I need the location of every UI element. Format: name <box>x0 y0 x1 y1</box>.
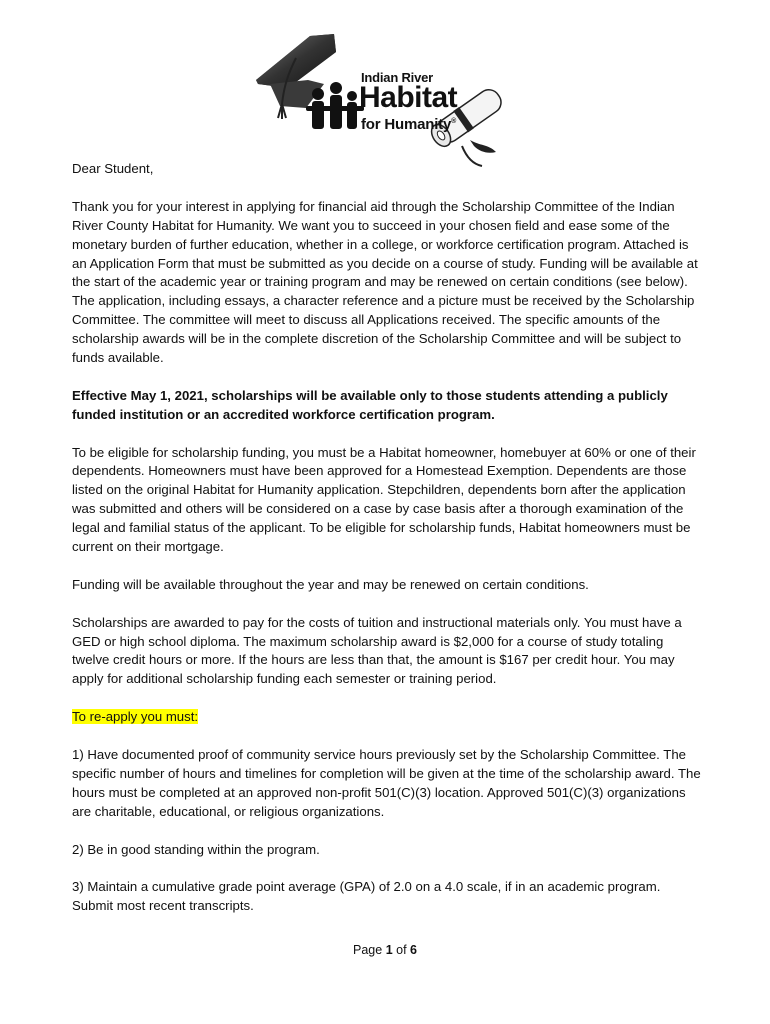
paragraph-effective-date: Effective May 1, 2021, scholarships will be available only to those students attending a publicly funded institution or an accredited workforce certification program. <box>72 387 668 422</box>
salutation: Dear Student, <box>72 161 154 176</box>
of-word: of <box>396 943 407 957</box>
paragraph-intro: Thank you for your interest in applying for financial aid through the Scholarship Committee of the Indian River County Habitat for Humanity. We want you to succeed in your chosen field and ease some of the monetary burden of further education, whether in a college, or workforce certification program. Attached is an Application Form that must be submitted as you decide on a course of study. Funding will be available at the start of the academic year or training program and may be renewed on certain conditions (see below). The application, including essays, a character reference and a picture must be received by the Scholarship Committee. The committee will meet to discuss all Applications received. The specific amounts of the scholarship awards will be in the complete discretion of the Scholarship Committee and will be subject to funds available. <box>72 198 698 366</box>
page-word: Page <box>353 943 383 957</box>
letter-body <box>72 160 702 935</box>
paragraph-award-amounts: Scholarships are awarded to pay for the costs of tuition and instructional materials only. You must have a GED or high school diploma. The maximum scholarship award is $2,000 for a course of study totaling twelve credit hours or more. If the hours are less than that, the amount is $167 per credit hour. You may apply for additional scholarship funding each semester or training period. <box>72 614 682 687</box>
logo-line-habitat: Habitat <box>359 81 458 114</box>
registered-mark: ® <box>451 118 457 125</box>
logo-line-for-humanity <box>361 116 456 133</box>
paragraph-funding: Funding will be available throughout the year and may be renewed on certain conditions. <box>72 576 589 592</box>
page-total: 6 <box>410 943 417 957</box>
habitat-logo <box>248 22 520 180</box>
reapply-heading: To re-apply you must: <box>72 709 199 725</box>
paragraph-eligibility: To be eligible for scholarship funding, you must be a Habitat homeowner, homebuyer at 60% or one of their dependents. Homeowners must have been approved for a Homestead Exemption. Dependents are those listed on the original Habitat for Humanity application. Stepchildren, dependents born after the application was submitted and others will be considered on a case by case basis after a thorough examination of the legal and familial status of the applicant. To be eligible for scholarship funds, Habitat homeowners must be current on their mortgage. <box>72 444 696 555</box>
page-footer <box>0 943 770 957</box>
logo-line-indian-river: Indian River <box>361 70 434 85</box>
logo-for-humanity-text: for Humanity <box>361 116 452 133</box>
requirement-3: 3) Maintain a cumulative grade point average (GPA) of 2.0 on a 4.0 scale, if in an academic program. Submit most recent transcripts. <box>72 879 661 914</box>
page-number: 1 <box>385 943 393 957</box>
reapply-heading-line <box>72 708 702 727</box>
requirement-1: 1) Have documented proof of community service hours previously set by the Scholarship Committee. The specific number of hours and timelines for completion will be given at the time of the scholarship award. The hours must be completed at an approved non-profit 501(C)(3) location. Approved 501(C)(3) organizations are charitable, educational, or religious organizations. <box>72 746 701 819</box>
requirement-2: 2) Be in good standing within the program. <box>72 841 320 857</box>
